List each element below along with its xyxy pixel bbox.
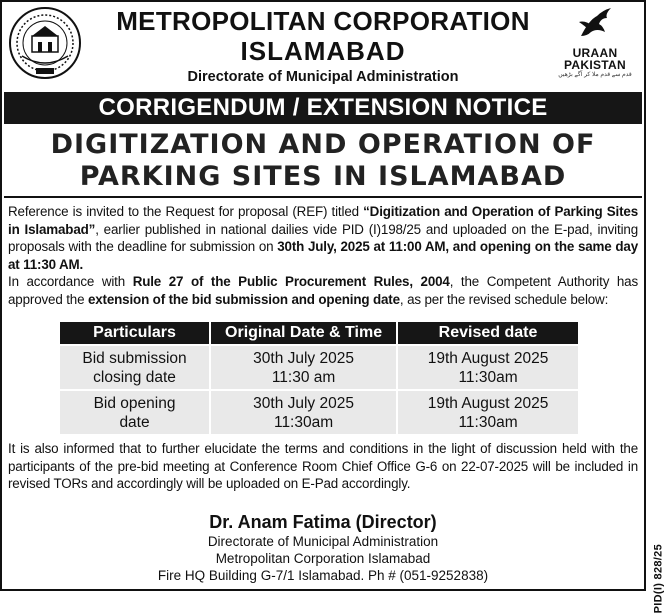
particular-cell — [60, 391, 209, 434]
org-name-line2: ISLAMABAD — [240, 36, 406, 66]
cell-line: 30th July 2025 — [253, 394, 354, 412]
signatory-name: Dr. Anam Fatima (Director) — [209, 512, 437, 532]
org-name-line1: METROPOLITAN CORPORATION — [116, 6, 530, 36]
cell-line: Bid opening — [93, 394, 176, 412]
cell-line: 30th July 2025 — [253, 349, 354, 367]
cell-line: closing date — [93, 368, 176, 386]
revised-date-cell — [398, 391, 578, 434]
cell-line: 11:30am — [458, 413, 518, 431]
revised-date-cell — [398, 346, 578, 389]
notice-title-line2: PARKING SITES IN ISLAMABAD — [79, 161, 567, 192]
revised-schedule-table — [58, 320, 580, 436]
rule-reference: Rule 27 of the Public Procurement Rules, 2004 — [132, 274, 450, 289]
original-date-cell — [211, 346, 396, 389]
clarification-paragraph: It is also informed that to further elucidate the terms and conditions in the light of discussion held with the participants of the pre-bid meeting at Conference Room Chief Office G-6 on 22-07-2025 will be included in revised TORs and accordingly will be uploaded on E-Pad accordingly. — [8, 441, 638, 492]
table-header-row — [60, 322, 578, 344]
divider — [4, 196, 642, 198]
rule-paragraph — [8, 273, 638, 308]
table-row — [60, 346, 578, 389]
column-header-original: Original Date & Time — [211, 322, 396, 344]
original-date-cell — [211, 391, 396, 434]
uraan-label: URAAN — [572, 46, 618, 60]
signatory-organization: Metropolitan Corporation Islamabad — [215, 551, 431, 566]
uraan-pakistan-logo — [556, 6, 634, 94]
signature-block — [82, 511, 564, 584]
cell-line: 11:30am — [273, 413, 334, 431]
cell-line: 19th August 2025 — [427, 394, 549, 412]
mci-seal-logo — [8, 6, 82, 80]
notice-title-line1: DIGITIZATION AND OPERATION OF — [50, 129, 596, 160]
text-span: , earlier published in national dailies vide PID (I)198/25 and uploaded on the E-pad, inviting proposals with the deadline for submission on — [8, 221, 638, 255]
reference-paragraph — [8, 203, 638, 273]
corrigendum-banner: CORRIGENDUM / EXTENSION NOTICE — [4, 92, 642, 124]
pakistan-label: PAKISTAN — [564, 58, 626, 72]
particular-cell — [60, 346, 209, 389]
uraan-tagline: قدم سے قدم ملا کر آگے بڑھیں — [558, 72, 632, 78]
original-deadline: 30th July, 2025 at 11:00 AM, and opening on the same day at 11:30 AM. — [8, 239, 639, 272]
directorate-subtitle: Directorate of Municipal Administration — [187, 69, 459, 85]
rfp-title: “Digitization and Operation of Parking Sites in Islamabad” — [8, 204, 638, 237]
cell-line: 19th August 2025 — [427, 349, 549, 367]
pid-number: PID(I) 828/25 — [652, 544, 664, 613]
text-span: In accordance with — [8, 274, 133, 289]
table-row — [60, 391, 578, 434]
cell-line: Bid submission — [82, 349, 187, 367]
text-span: , the Competent Authority has approved the — [8, 274, 639, 307]
cell-line: 11:30 am — [271, 368, 336, 386]
column-header-revised: Revised date — [398, 322, 578, 344]
cell-line: 11:30am — [458, 368, 518, 386]
text-span: Reference is invited to the Request for proposal (REF) titled — [8, 204, 364, 219]
signatory-address: Fire HQ Building G-7/1 Islamabad. Ph # (051-9252838) — [157, 568, 489, 583]
column-header-particulars: Particulars — [60, 322, 209, 344]
eagle-icon — [575, 6, 615, 42]
signatory-directorate: Directorate of Municipal Administration — [207, 534, 439, 549]
text-span: , as per the revised schedule below: — [399, 291, 609, 307]
cell-line: date — [119, 413, 150, 431]
extension-phrase: extension of the bid submission and opening date — [87, 291, 400, 307]
